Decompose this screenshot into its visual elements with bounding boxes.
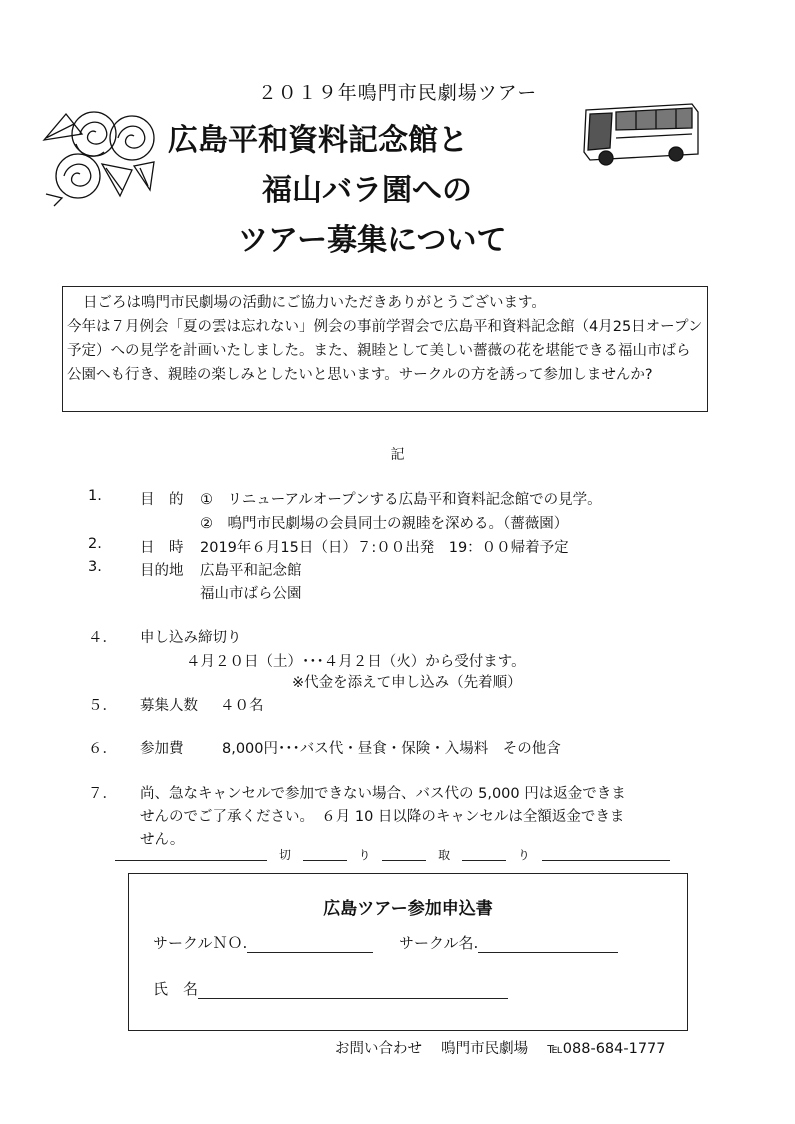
item-1-number: 1. bbox=[88, 488, 102, 504]
item-6-value: 8,000円･･･バス代・昼食・保険・入場料 その他含 bbox=[222, 741, 561, 757]
item-2-label: 日 時 bbox=[140, 540, 184, 556]
contact-label: お問い合わせ bbox=[335, 1041, 422, 1057]
item-2-number: 2. bbox=[88, 536, 102, 552]
item-3-number: 3. bbox=[88, 559, 102, 575]
name-input-line[interactable] bbox=[198, 982, 508, 999]
cut-char-4: り bbox=[517, 848, 530, 862]
circle-no-label: サークルＮＯ. bbox=[153, 934, 248, 952]
contact-org: 鳴門市民劇場 bbox=[441, 1041, 529, 1057]
circle-name-field[interactable] bbox=[399, 932, 618, 953]
item-5-number: ５． bbox=[88, 698, 117, 714]
item-3-label: 目的地 bbox=[140, 563, 184, 579]
form-title: 広島ツアー参加申込書 bbox=[323, 899, 493, 919]
circle-name-label: サークル名. bbox=[399, 934, 479, 952]
ki-heading: 記 bbox=[390, 447, 405, 463]
item-3-line-2: 福山市ばら公園 bbox=[200, 586, 302, 602]
tour-subtitle: ２０１９年鳴門市民劇場ツアー bbox=[257, 82, 538, 104]
name-label: 氏 名 bbox=[153, 980, 199, 998]
circle-no-field[interactable] bbox=[153, 932, 373, 953]
item-6-label: 参加費 bbox=[140, 741, 184, 757]
item-7-line-3: せん。 bbox=[140, 832, 185, 848]
intro-message-box bbox=[62, 286, 708, 412]
item-4-label: 申し込み締切り bbox=[140, 630, 242, 646]
title-line-2: 福山バラ園への bbox=[262, 173, 472, 208]
item-3-line-1: 広島平和記念館 bbox=[200, 563, 302, 579]
item-5-label: 募集人数 bbox=[140, 698, 198, 714]
item-4-line-1: ４月２０日（土）･･･４月２日（火）から受付ます。 bbox=[186, 654, 526, 670]
contact-tel: ℡088-684-1777 bbox=[547, 1041, 666, 1057]
item-1-label: 目 的 bbox=[140, 492, 184, 508]
item-7-number: ７． bbox=[88, 786, 117, 802]
cut-char-2: り bbox=[358, 848, 371, 862]
item-2-value: 2019年６月15日（日）７:００出発 19：００帰着予定 bbox=[200, 540, 569, 556]
item-4-line-2: ※代金を添えて申し込み（先着順） bbox=[292, 675, 522, 691]
circle-no-input-line[interactable] bbox=[247, 936, 373, 953]
item-1-line-2: ② 鳴門市民劇場の会員同士の親睦を深める。（薔薇園） bbox=[200, 516, 569, 532]
item-7-line-1: 尚、急なキャンセルで参加できない場合、バス代の 5,000 円は返金できま bbox=[140, 786, 626, 802]
cut-line-segment bbox=[462, 850, 506, 861]
application-form bbox=[128, 873, 688, 1031]
item-1-line-1: ① リニューアルオープンする広島平和資料記念館での見学。 bbox=[200, 492, 602, 508]
rose-illustration-icon bbox=[36, 104, 160, 208]
cut-line-segment bbox=[542, 850, 670, 861]
cut-line bbox=[115, 846, 700, 863]
cut-char-1: 切 bbox=[278, 848, 291, 862]
name-field[interactable] bbox=[153, 978, 508, 999]
bus-illustration-icon bbox=[580, 98, 702, 170]
intro-greeting: 日ごろは鳴門市民劇場の活動にご協力いただきありがとうございます。 bbox=[83, 295, 546, 311]
cut-char-3: 取 bbox=[438, 848, 451, 862]
circle-name-input-line[interactable] bbox=[478, 936, 618, 953]
item-7-line-2: せんのでご了承ください。 ６月 10 日以降のキャンセルは全額返金できま bbox=[140, 809, 625, 825]
title-line-3: ツアー募集について bbox=[238, 223, 507, 258]
item-5-value: ４０名 bbox=[220, 698, 264, 714]
title-line-1: 広島平和資料記念館と bbox=[168, 123, 468, 158]
item-4-number: ４． bbox=[88, 630, 117, 646]
intro-body: 今年は７月例会「夏の雲は忘れない」例会の事前学習会で広島平和資料記念館（4月25日オープン予定）への見学を計画いたしました。また、親睦として美しい薔薇の花を堪能できる福山市ばら公園へも行き、親睦の楽しみとしたいと思います。サークルの方を誘って参加しませんか? bbox=[67, 319, 703, 383]
cut-line-segment bbox=[115, 850, 267, 861]
cut-line-segment bbox=[303, 850, 347, 861]
item-6-number: ６． bbox=[88, 741, 117, 757]
contact-info bbox=[335, 1037, 666, 1058]
cut-line-segment bbox=[382, 850, 426, 861]
